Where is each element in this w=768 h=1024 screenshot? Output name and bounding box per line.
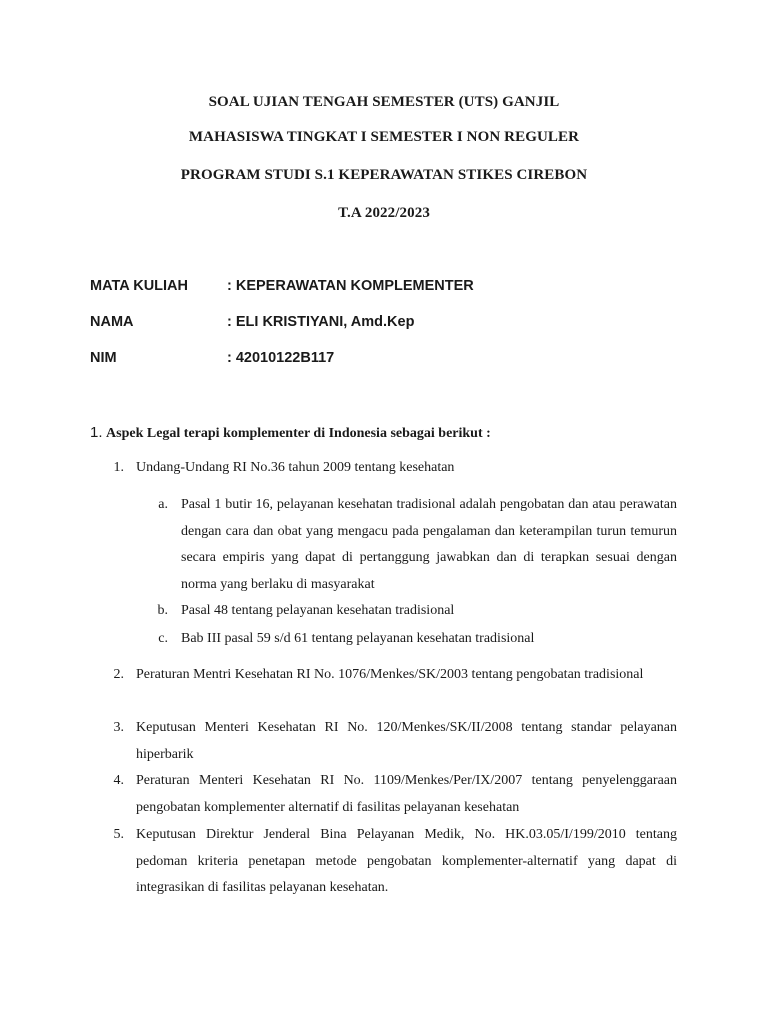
student-level: MAHASISWA TINGKAT I SEMESTER I NON REGULER (188, 129, 580, 145)
sub-list-item-text: Pasal 48 tentang pelayanan kesehatan tradisional (181, 603, 455, 618)
list-marker: 1. (113, 460, 124, 475)
course-label: MATA KULIAH (90, 278, 188, 294)
name-label: NAMA (90, 314, 134, 330)
sub-list-item-text: Pasal 1 butir 16, pelayanan kesehatan tradisional adalah pengobatan dan atau perawatan dengan cara dan obat yang mengacu pada pengalaman dan keterampilan turun temurun secara empiris yang dapat di pertanggung jawabkan dan di terapkan sesuai dengan norma yang berlaku di masyarakat (181, 497, 677, 592)
list-marker: 2. (113, 667, 124, 682)
course-value: : KEPERAWATAN KOMPLEMENTER (227, 278, 474, 294)
list-marker: 4. (113, 773, 124, 788)
question-heading (90, 424, 491, 442)
list-marker: 5. (113, 827, 124, 842)
question-number: 1. (90, 424, 103, 441)
question-text: Aspek Legal terapi komplementer di Indonesia sebagai berikut : (106, 426, 491, 441)
list-item-text: Keputusan Direktur Jenderal Bina Pelayanan Medik, No. HK.03.05/I/199/2010 tentang pedoman kriteria penetapan metode pengobatan komplementer-alternatif yang dapat di integrasikan di fasilitas pelayanan kesehatan. (136, 827, 677, 895)
exam-title: SOAL UJIAN TENGAH SEMESTER (UTS) GANJIL (208, 94, 560, 110)
name-value: : ELI KRISTIYANI, Amd.Kep (227, 314, 415, 330)
sub-list-item-text: Bab III pasal 59 s/d 61 tentang pelayanan kesehatan tradisional (181, 631, 535, 646)
list-item-text: Undang-Undang RI No.36 tahun 2009 tentang kesehatan (136, 460, 455, 475)
list-item-text: Peraturan Mentri Kesehatan RI No. 1076/Menkes/SK/2003 tentang pengobatan tradisional (136, 667, 644, 682)
study-program: PROGRAM STUDI S.1 KEPERAWATAN STIKES CIREBON (180, 167, 588, 183)
list-item-text: Peraturan Menteri Kesehatan RI No. 1109/Menkes/Per/IX/2007 tentang penyelenggaraan pengobatan komplementer alternatif di fasilitas pelayanan kesehatan (136, 773, 677, 815)
sub-list-marker: a. (158, 497, 168, 512)
nim-value: : 42010122B117 (227, 350, 335, 366)
sub-list-marker: c. (158, 631, 168, 646)
nim-label: NIM (90, 350, 117, 366)
list-item-text: Keputusan Menteri Kesehatan RI No. 120/Menkes/SK/II/2008 tentang standar pelayanan hiperbarik (136, 720, 677, 762)
list-marker: 3. (113, 720, 124, 735)
sub-list-marker: b. (157, 603, 168, 618)
academic-year: T.A 2022/2023 (338, 205, 430, 221)
